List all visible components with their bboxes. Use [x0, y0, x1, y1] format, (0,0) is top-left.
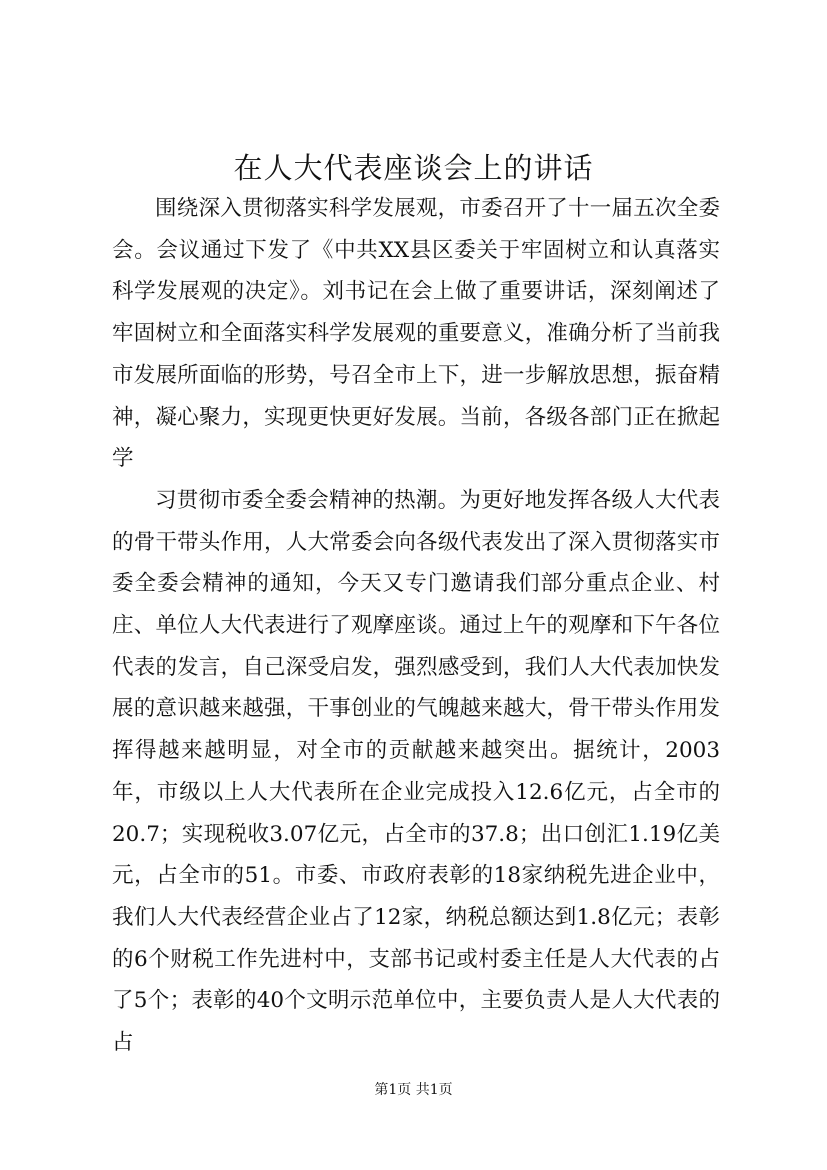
paragraph-2: 习贯彻市委全委会精神的热潮。为更好地发挥各级人大代表的骨干带头作用，人大常委会向各级代表发出了深入贯彻落实市委全委会精神的通知，今天又专门邀请我们部分重点企业、村庄、单位人大代表进行了观摩座谈。通过上午的观摩和下午各位代表的发言，自己深受启发，强烈感受到，我们人大代表加快发展的意识越来越强，干事创业的气魄越来越大，骨干带头作用发挥得越来越明显，对全市的贡献越来越突出。据统计，2003年，市级以上人大代表所在企业完成投入12.6亿元，占全市的20.7；实现税收3.07亿元，占全市的37.8；出口创汇1.19亿美元，占全市的51。市委、市政府表彰的18家纳税先进企业中，我们人大代表经营企业占了12家，纳税总额达到1.8亿元；表彰的6个财税工作先进村中，支部书记或村委主任是人大代表的占了5个；表彰的40个文明示范单位中，主要负责人是人大代表的占 [112, 487, 720, 1056]
document-title: 在人大代表座谈会上的讲话 [233, 151, 594, 185]
paragraph-1: 围绕深入贯彻落实科学发展观，市委召开了十一届五次全委会。会议通过下发了《中共XX县区委关于牢固树立和认真落实科学发展观的决定》。刘书记在会上做了重要讲话，深刻阐述了牢固树立和全面落实科学发展观的重要意义，准确分析了当前我市发展所面临的形势，号召全市上下，进一步解放思想，振奋精神，凝心聚力，实现更快更好发展。当前，各级各部门正在掀起学 [112, 196, 720, 472]
document-body [112, 188, 720, 1064]
page-footer: 第1页 共1页 [374, 1082, 453, 1098]
